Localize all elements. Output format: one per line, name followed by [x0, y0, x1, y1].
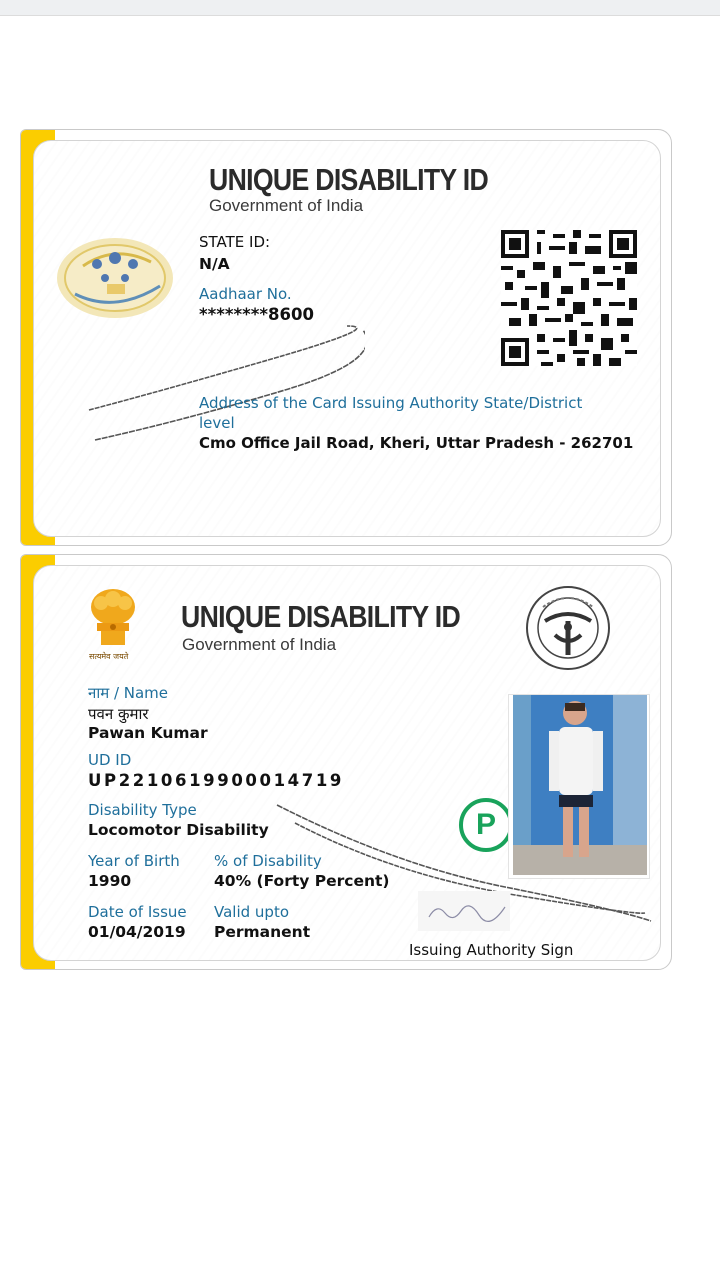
aadhaar-label: Aadhaar No.: [199, 285, 292, 303]
aadhaar-value: ********8600: [199, 305, 314, 324]
name-english: Pawan Kumar: [88, 724, 208, 742]
card-subtitle: Government of India: [182, 635, 337, 654]
date-of-issue-label: Date of Issue: [88, 903, 187, 921]
address-value: Cmo Office Jail Road, Kheri, Uttar Pradesh - 262701: [199, 434, 634, 452]
valid-upto-label: Valid upto: [214, 903, 289, 921]
udid-card-back: [20, 554, 672, 970]
disability-type-value: Locomotor Disability: [88, 821, 269, 839]
disability-percent-label: % of Disability: [214, 852, 322, 870]
disability-type-label: Disability Type: [88, 801, 197, 819]
authority-signature-scribble: [425, 899, 509, 925]
qr-code: [501, 230, 637, 366]
state-id-label: STATE ID:: [199, 233, 271, 251]
holder-photo: [509, 695, 649, 878]
disability-percent-value: 40% (Forty Percent): [214, 872, 390, 890]
date-of-issue-value: 01/04/2019: [88, 923, 186, 941]
state-id-value: N/A: [199, 255, 230, 273]
name-hindi: पवन कुमार: [88, 705, 149, 723]
card-title: UNIQUE DISABILITY ID: [181, 599, 461, 634]
browser-top-bar: [0, 0, 720, 16]
ud-seal-icon: [55, 234, 175, 322]
address-label-line1: Address of the Card Issuing Authority State/District: [199, 394, 583, 412]
parking-icon: P: [459, 798, 513, 852]
name-label: नाम / Name: [88, 684, 169, 702]
card-title: UNIQUE DISABILITY ID: [209, 162, 489, 197]
card-subtitle: Government of India: [209, 196, 364, 215]
ud-id-value: UP2210619900014719: [88, 771, 344, 790]
uttar-pradesh-emblem-icon: [525, 585, 611, 671]
emblem-caption: सत्यमेव जयते: [89, 652, 129, 661]
valid-upto-value: Permanent: [214, 923, 311, 941]
address-label-line2: level: [199, 414, 235, 432]
udid-card-front: [20, 129, 672, 546]
year-of-birth-value: 1990: [88, 872, 132, 890]
year-of-birth-label: Year of Birth: [88, 852, 180, 870]
ud-id-label: UD ID: [88, 751, 132, 769]
issuing-authority-sign-caption: Issuing Authority Sign: [409, 941, 574, 959]
